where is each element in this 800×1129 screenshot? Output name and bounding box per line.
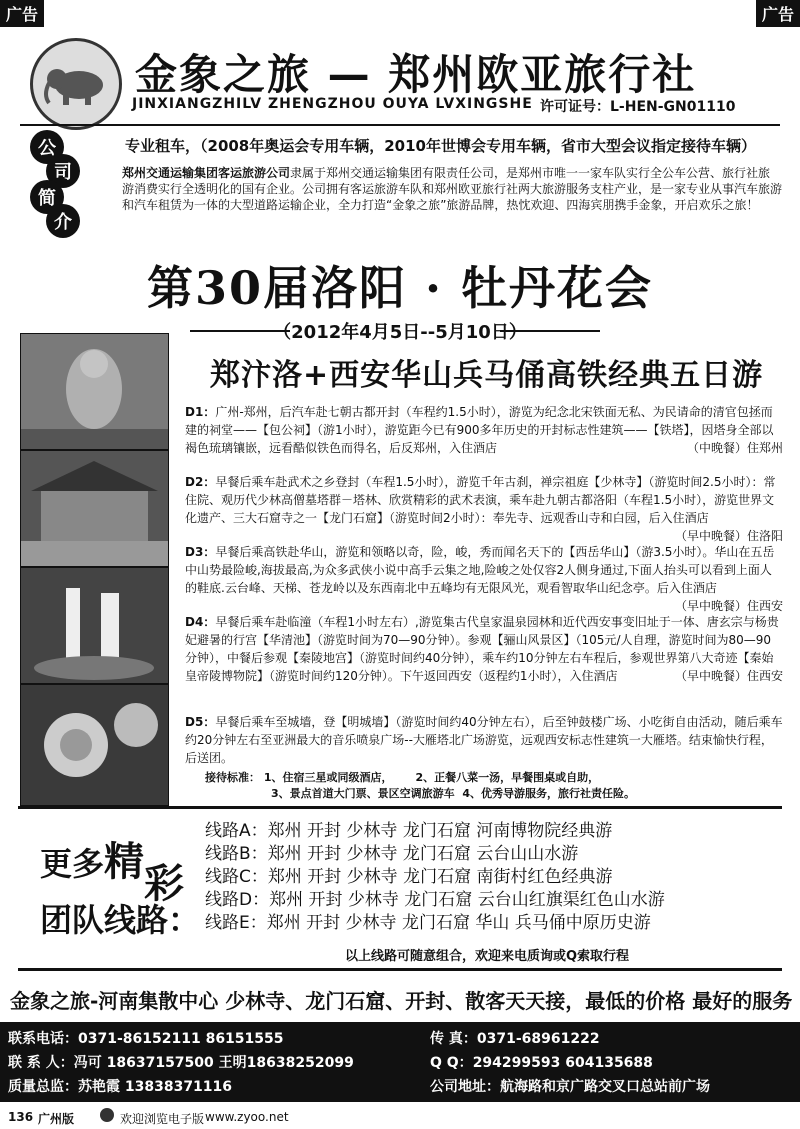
temple-photo bbox=[20, 450, 169, 567]
more-routes-title bbox=[40, 830, 185, 907]
combo-note: 以上线路可随意组合，欢迎来电质询或Q索取行程 bbox=[345, 949, 630, 964]
day-meal: （中晚餐）住郑州 bbox=[686, 441, 783, 455]
peony-photo bbox=[20, 684, 169, 806]
license-number: 许可证号：L-HEN-GN01110 bbox=[540, 99, 736, 115]
itinerary-day-3 bbox=[185, 543, 783, 615]
team-routes-title: 团队线路： bbox=[40, 901, 201, 939]
supervisor-label: 质量总监： bbox=[8, 1079, 78, 1095]
ad-tag-left: 广告 bbox=[0, 0, 44, 27]
day-meal: （早中晚餐）住洛阳 bbox=[674, 529, 783, 543]
standard-item: 2、正餐八菜一汤，早餐围桌或自助， bbox=[415, 771, 600, 784]
route-title: 郑汴洛+西安华山兵马俑高铁经典五日游 bbox=[210, 358, 764, 393]
ad-tag-right: 广告 bbox=[756, 0, 800, 27]
badge-char: 简 bbox=[30, 180, 64, 214]
route-line: 线路D：郑州 开封 少林寺 龙门石窟 云台山红旗渠红色山水游 bbox=[205, 890, 665, 910]
company-name: 郑州交通运输集团客运旅游公司 bbox=[122, 166, 291, 180]
more-title-part: 精 bbox=[104, 839, 145, 885]
standard-item: 1、住宿三星或同级酒店， bbox=[263, 771, 393, 784]
route-line: 线路C：郑州 开封 少林寺 龙门石窟 南街村红色经典游 bbox=[205, 867, 613, 887]
standard-label: 接待标准： bbox=[205, 771, 260, 784]
badge-char: 介 bbox=[46, 204, 80, 238]
fax-label: 传 真： bbox=[430, 1031, 477, 1047]
badge-char: 司 bbox=[46, 154, 80, 188]
route-line: 线路E：郑州 开封 少林寺 龙门石窟 华山 兵马俑中原历史游 bbox=[205, 913, 651, 933]
company-description bbox=[122, 165, 782, 213]
day-meal: （早中晚餐）住西安 bbox=[674, 669, 783, 683]
waterfall-photo bbox=[20, 567, 169, 684]
brand-title: 金象之旅 — 郑州欧亚旅行社 bbox=[135, 50, 697, 99]
address-label: 公司地址： bbox=[430, 1079, 500, 1095]
browse-label: 欢迎浏览电子版 bbox=[120, 1112, 205, 1126]
fax-value: 0371-68961222 bbox=[476, 1031, 600, 1047]
itinerary-day-1 bbox=[185, 403, 783, 457]
more-title-part: 彩 bbox=[144, 861, 185, 907]
qq-label: Q Q： bbox=[430, 1055, 473, 1071]
edition-label: 广州版 bbox=[38, 1112, 75, 1126]
day-label: D2： bbox=[185, 475, 216, 489]
standard-item: 3、景点首道大门票、景区空调旅游车 bbox=[271, 787, 455, 800]
contact-bar bbox=[0, 1022, 800, 1102]
person-label: 联 系 人： bbox=[8, 1055, 74, 1071]
itinerary-day-5 bbox=[185, 713, 783, 767]
more-title-part: 更多 bbox=[40, 845, 105, 883]
site-link[interactable]: www.zyoo.net bbox=[205, 1110, 289, 1124]
route-line: 线路A：郑州 开封 少林寺 龙门石窟 河南博物院经典游 bbox=[205, 821, 613, 841]
festival-dates: （2012年4月5日--5月10日） bbox=[273, 322, 527, 343]
company-desc-text: 隶属于郑州交通运输集团有限责任公司，是郑州市唯一一家车队实行全公车公营、旅行社旅游消费实行全透明化的国有企业。公司拥有客运旅游车队和郑州欧亚旅行社两大旅游服务支柱产业，是一家专业从事汽车旅游和汽车租赁为一体的大型道路运输企业，全力打造“金象之旅”旅游品牌，热忱欢迎、四海宾朋携手金象，开启欢乐之旅！ bbox=[122, 166, 783, 212]
itinerary-day-2 bbox=[185, 473, 783, 545]
day-meal: （早中晚餐）住西安 bbox=[674, 599, 783, 613]
service-standards bbox=[205, 770, 765, 802]
longmen-buddha-photo bbox=[20, 333, 169, 450]
route-line: 线路B：郑州 开封 少林寺 龙门石窟 云台山山水游 bbox=[205, 844, 579, 864]
qq-value: 294299593 604135688 bbox=[472, 1055, 653, 1071]
section-border-top bbox=[18, 806, 782, 809]
header-divider bbox=[20, 124, 780, 126]
date-divider-right bbox=[500, 330, 600, 332]
page-footer bbox=[0, 1104, 800, 1129]
page-number: 136 bbox=[8, 1110, 34, 1124]
day-text: 早餐后乘车赴武术之乡登封（车程1.5小时），游览千年古刹，禅宗祖庭【少林寺】（游览时间2.5小时）：常住院、观历代少林高僧墓塔群－塔林、欣赏精彩的武术表演，乘车赴九朝古都洛阳（车程1.5小时），游览世界文化遗产、三大石窟寺之一【龙门石窟】（游览时间2小时）：奉先寺、远观香山寺和白园，后入住酒店 bbox=[185, 475, 776, 525]
day-text: 早餐后乘车赴临潼（车程1小时左右）,游览集古代皇家温泉园林和近代西安事变旧址于一体、唐玄宗与杨贵妃避暑的行宫【华清池】（游览时间为70—90分钟）。参观【骊山风景区】（105元/人自理，游览时间为80—90分钟），中餐后参观【秦陵地宫】（游览时间约40分钟），乘车约10分钟左右车程后，参观世界第八大奇迹【秦始皇帝陵博物院】（游览时间约120分钟）。下午返回西安（返程约1小时），入住酒店 bbox=[185, 615, 779, 683]
standard-item: 4、优秀导游服务，旅行社责任险。 bbox=[462, 787, 635, 800]
day-label: D5： bbox=[185, 715, 216, 729]
section-border-bottom bbox=[18, 968, 782, 971]
brand-pinyin: JINXIANGZHILV ZHENGZHOU OUYA LVXINGSHE bbox=[132, 96, 533, 112]
day-label: D4： bbox=[185, 615, 216, 629]
elephant-logo-icon bbox=[30, 38, 122, 130]
phone-value: 0371-86152111 86151555 bbox=[78, 1031, 284, 1047]
person-value: 冯可 18637157500 王明18638252099 bbox=[73, 1055, 354, 1071]
badge-char: 公 bbox=[30, 130, 64, 164]
itinerary-day-4 bbox=[185, 613, 783, 685]
day-label: D3： bbox=[185, 545, 216, 559]
festival-title: 第30届洛阳 · 牡丹花会 bbox=[146, 261, 654, 315]
phone-label: 联系电话： bbox=[8, 1031, 78, 1047]
company-intro-badge bbox=[30, 130, 80, 233]
address-value: 航海路和京广路交叉口总站前广场 bbox=[500, 1079, 710, 1095]
day-text: 广州-郑州，后汽车赴七朝古都开封（车程约1.5小时），游览为纪念北宋铁面无私、为民请命的清官包拯而建的祠堂——【包公祠】（游1小时），游览距今已有900多年历史的开封标志性建筑——【铁塔】，因塔身全部以褐色琉璃镶嵌，远看酷似铁色而得名，后反郑州，入住酒店 bbox=[185, 405, 774, 455]
day-label: D1： bbox=[185, 405, 216, 419]
day-text: 早餐后乘车至城墙，登【明城墙】（游览时间约40分钟左右），后至钟鼓楼广场、小吃街自由活动，随后乘车约20分钟左右至亚洲最大的音乐喷泉广场--大雁塔北广场游览，远观西安标志性建筑一大雁塔。结束愉快行程，后送团。 bbox=[185, 715, 783, 765]
globe-icon bbox=[100, 1108, 114, 1122]
extra-routes-list bbox=[205, 820, 665, 935]
supervisor-value: 苏艳霞 13838371116 bbox=[78, 1079, 233, 1095]
day-text: 早餐后乘高铁赴华山，游览和领略以奇，险，峻，秀而闻名天下的【西岳华山】（游3.5小时）。华山在五岳中山势最险峻,海拔最高,为众多武侠小说中高手云集之地,险峻之处仅容2人侧身通过,下面人抬头可以看到上面人的鞋底.云台峰、天梯、苍龙岭以及东西南北中五峰均有无限风光，观看智取华山纪念亭。后入住酒店 bbox=[185, 545, 775, 595]
slogan: 金象之旅-河南集散中心 少林寺、龙门石窟、开封、散客天天接，最低的价格 最好的服务 bbox=[10, 989, 793, 1013]
rental-line: 专业租车，（2008年奥运会专用车辆，2010年世博会专用车辆，省市大型会议指定接待车辆） bbox=[125, 137, 756, 155]
